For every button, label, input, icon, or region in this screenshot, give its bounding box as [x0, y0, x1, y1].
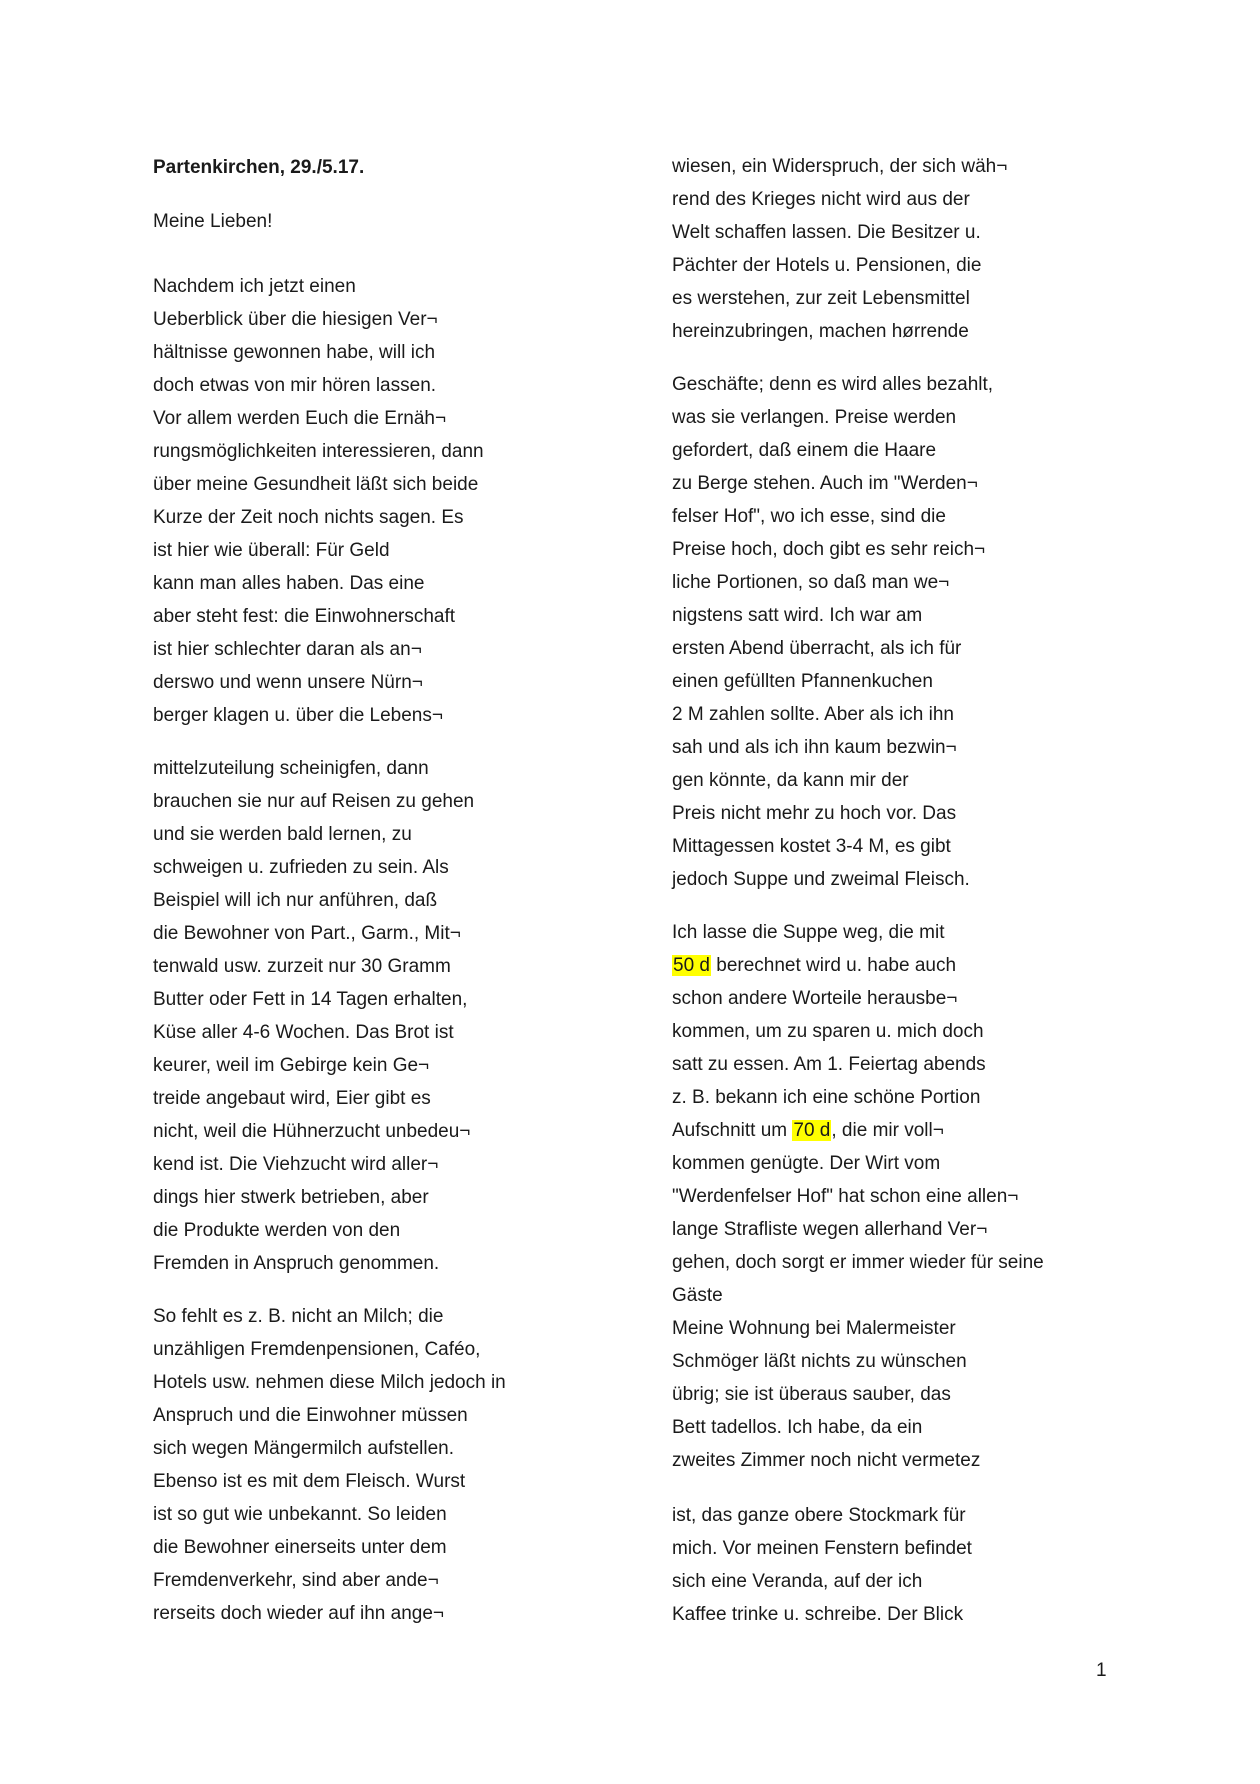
text-line: tenwald usw. zurzeit nur 30 Gramm	[153, 956, 451, 977]
text-line: Ueberblick über die hiesigen Ver¬	[153, 309, 438, 330]
text-line: übrig; sie ist überaus sauber, das	[672, 1384, 951, 1405]
text-line: kommen, um zu sparen u. mich doch	[672, 1021, 984, 1042]
text-line: brauchen sie nur auf Reisen zu gehen	[153, 791, 475, 812]
text-line: Vor allem werden Euch die Ernäh¬	[153, 408, 447, 429]
text-line: aber steht fest: die Einwohnerschaft	[153, 606, 456, 627]
text-line: Welt schaffen lassen. Die Besitzer u.	[672, 222, 981, 243]
text-line: rend des Krieges nicht wird aus der	[672, 189, 970, 210]
text-line: die Bewohner einerseits unter dem	[153, 1537, 447, 1558]
text-line: 2 M zahlen sollte. Aber als ich ihn	[672, 704, 954, 725]
text-line: schweigen u. zufrieden zu sein. Als	[153, 857, 449, 878]
text-line-highlighted	[672, 1120, 944, 1142]
text-line: die Produkte werden von den	[153, 1220, 401, 1241]
text-line: rerseits doch wieder auf ihn ange¬	[153, 1603, 444, 1624]
text-line: schon andere Worteile herausbe¬	[672, 988, 958, 1009]
text-line: und sie werden bald lernen, zu	[153, 824, 412, 845]
text-line: Bett tadellos. Ich habe, da ein	[672, 1417, 923, 1438]
text-line: Gäste	[672, 1285, 723, 1306]
salutation: Meine Lieben!	[153, 211, 273, 232]
text-line: was sie verlangen. Preise werden	[672, 407, 957, 428]
text-line: Anspruch und die Einwohner müssen	[153, 1405, 468, 1426]
text-line: ist hier wie überall: Für Geld	[153, 540, 390, 561]
text-line: gehen, doch sorgt er immer wieder für seine	[672, 1252, 1044, 1273]
text-line: keurer, weil im Gebirge kein Ge¬	[153, 1055, 430, 1076]
text-line: satt zu essen. Am 1. Feiertag abends	[672, 1054, 986, 1075]
text-line: sich eine Veranda, auf der ich	[672, 1571, 923, 1592]
text-segment: , die mir voll¬	[831, 1120, 944, 1141]
text-line: Preis nicht mehr zu hoch vor. Das	[672, 803, 957, 824]
text-line: So fehlt es z. B. nicht an Milch; die	[153, 1306, 444, 1327]
text-line: treide angebaut wird, Eier gibt es	[153, 1088, 431, 1109]
text-line: dings hier stwerk betrieben, aber	[153, 1187, 429, 1208]
text-line: die Bewohner von Part., Garm., Mit¬	[153, 923, 461, 944]
text-line: mich. Vor meinen Fenstern befindet	[672, 1538, 972, 1559]
text-line: sich wegen Mängermilch aufstellen.	[153, 1438, 454, 1459]
text-line: Kaffee trinke u. schreibe. Der Blick	[672, 1604, 964, 1625]
highlighted-amount: 50 d	[673, 955, 710, 976]
text-segment: berechnet wird u. habe auch	[710, 955, 957, 976]
text-line: z. B. bekann ich eine schöne Portion	[672, 1087, 981, 1108]
text-line: Hotels usw. nehmen diese Milch jedoch in	[153, 1372, 506, 1393]
text-line: ersten Abend überracht, als ich für	[672, 638, 962, 659]
text-line: rungsmöglichkeiten interessieren, dann	[153, 441, 484, 462]
text-line: es werstehen, zur zeit Lebensmittel	[672, 288, 970, 309]
text-line: Nachdem ich jetzt einen	[153, 276, 356, 297]
text-line: kend ist. Die Viehzucht wird aller¬	[153, 1154, 439, 1175]
text-line: kann man alles haben. Das eine	[153, 573, 425, 594]
text-line: Fremden in Anspruch genommen.	[153, 1253, 440, 1274]
text-line: zu Berge stehen. Auch im "Werden¬	[672, 473, 978, 494]
text-line: Fremdenverkehr, sind aber ande¬	[153, 1570, 439, 1591]
text-line: Kurze der Zeit noch nichts sagen. Es	[153, 507, 464, 528]
text-line: felser Hof", wo ich esse, sind die	[672, 506, 946, 527]
text-line: Butter oder Fett in 14 Tagen erhalten,	[153, 989, 468, 1010]
text-line: ist hier schlechter daran als an¬	[153, 639, 422, 660]
text-line: hereinzubringen, machen hørrende	[672, 321, 969, 342]
text-line: ist, das ganze obere Stockmark für	[672, 1505, 966, 1526]
text-line: "Werdenfelser Hof" hat schon eine allen¬	[672, 1186, 1019, 1207]
text-segment: Aufschnitt um	[672, 1120, 793, 1141]
text-line: liche Portionen, so daß man we¬	[672, 572, 950, 593]
text-line: Beispiel will ich nur anführen, daß	[153, 890, 438, 911]
text-line: doch etwas von mir hören lassen.	[153, 375, 437, 396]
text-line: Ich lasse die Suppe weg, die mit	[672, 922, 945, 943]
text-line: Pächter der Hotels u. Pensionen, die	[672, 255, 982, 276]
text-line-highlighted	[672, 955, 956, 977]
letter-heading: Partenkirchen, 29./5.17.	[153, 157, 365, 178]
page-number: 1	[1096, 1660, 1107, 1681]
text-line: mittelzuteilung scheinigfen, dann	[153, 758, 429, 779]
text-line: Schmöger läßt nichts zu wünschen	[672, 1351, 967, 1372]
text-line: über meine Gesundheit läßt sich beide	[153, 474, 479, 495]
text-line: lange Strafliste wegen allerhand Ver¬	[672, 1219, 988, 1240]
text-line: ist so gut wie unbekannt. So leiden	[153, 1504, 447, 1525]
text-line: unzähligen Fremdenpensionen, Caféo,	[153, 1339, 481, 1360]
text-line: nigstens satt wird. Ich war am	[672, 605, 923, 626]
text-line: derswo und wenn unsere Nürn¬	[153, 672, 423, 693]
text-line: Preise hoch, doch gibt es sehr reich¬	[672, 539, 986, 560]
text-line: Ebenso ist es mit dem Fleisch. Wurst	[153, 1471, 466, 1492]
highlighted-amount: 70 d	[793, 1120, 831, 1141]
text-line: kommen genügte. Der Wirt vom	[672, 1153, 941, 1174]
text-line: Küse aller 4-6 Wochen. Das Brot ist	[153, 1022, 454, 1043]
text-line: jedoch Suppe und zweimal Fleisch.	[672, 869, 970, 890]
text-line: Mittagessen kostet 3-4 M, es gibt	[672, 836, 951, 857]
text-line: gefordert, daß einem die Haare	[672, 440, 937, 461]
text-line: nicht, weil die Hühnerzucht unbedeu¬	[153, 1121, 471, 1142]
text-line: sah und als ich ihn kaum bezwin¬	[672, 737, 957, 758]
text-line: hältnisse gewonnen habe, will ich	[153, 342, 436, 363]
text-line: zweites Zimmer noch nicht vermetez	[672, 1450, 981, 1471]
text-line: wiesen, ein Widerspruch, der sich wäh¬	[672, 156, 1008, 177]
text-line: Geschäfte; denn es wird alles bezahlt,	[672, 374, 994, 395]
text-line: einen gefüllten Pfannenkuchen	[672, 671, 933, 692]
text-line: berger klagen u. über die Lebens¬	[153, 705, 443, 726]
text-line: Meine Wohnung bei Malermeister	[672, 1318, 956, 1339]
text-line: gen könnte, da kann mir der	[672, 770, 909, 791]
